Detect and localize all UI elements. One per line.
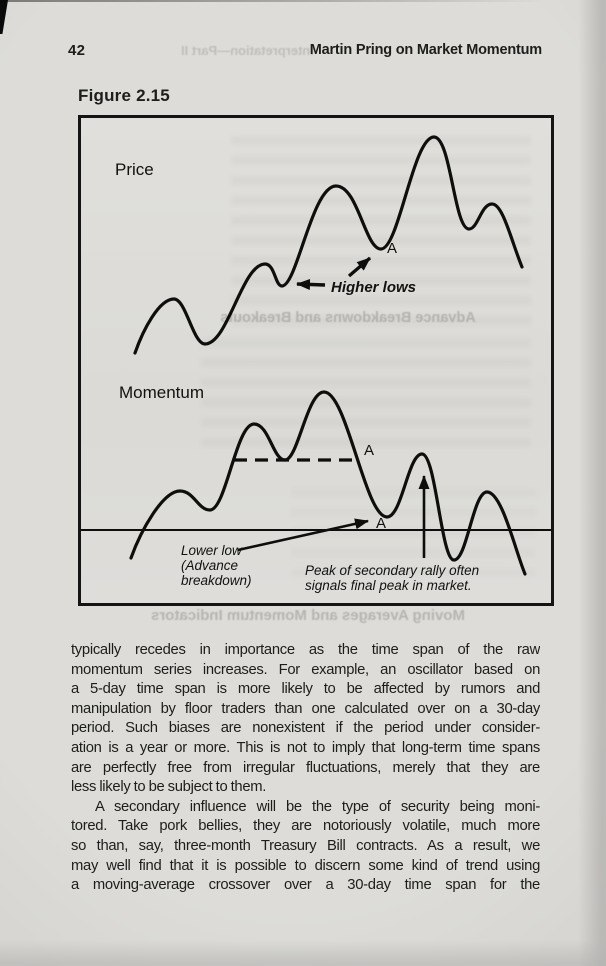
body-line: a 5-day time span is more likely to be affected by rumors and [71, 681, 540, 698]
ghost-heading-advance-breakdowns: Advance Breakdowns and Breakouts [220, 310, 476, 326]
body-line: may well find that it is possible to discern some kind of trend using [71, 857, 540, 874]
body-line: manipulation by floor traders than one calculated over on a 30-day [71, 700, 540, 717]
lower-low-label-line3: breakdown) [181, 573, 252, 588]
body-line: so than, say, three-month Treasury Bill contracts. As a result, we [71, 837, 540, 854]
body-line: ation is a year or more. This is not to imply that long-term time spans [71, 739, 540, 756]
scan-corner-mark [0, 0, 8, 34]
price-label: Price [115, 160, 154, 179]
peak-note-line1: Peak of secondary rally often [305, 563, 480, 578]
point-a-momentum-lower: A [376, 515, 387, 532]
lower-low-arrow [238, 521, 368, 550]
point-a-momentum-upper: A [364, 442, 375, 459]
body-line: a moving-average crossover over a 30-day time span for the [71, 877, 540, 894]
higher-lows-arrow [297, 284, 325, 285]
figure-chart [81, 118, 551, 603]
body-line: typically recedes in importance as the time span of the raw [71, 642, 540, 658]
momentum-label: Momentum [119, 383, 205, 402]
higher-lows-label: Higher lows [331, 279, 417, 296]
body-line: less likely to be subject to them. [71, 779, 267, 796]
point-a-price-arrow [349, 258, 370, 276]
body-line: A secondary influence will be the type of security being moni- [95, 798, 540, 815]
scan-bottom-shadow [0, 940, 606, 966]
body-line: tored. Take pork bellies, they are notoriously volatile, much more [71, 818, 540, 835]
lower-low-label-line1: Lower low [181, 543, 242, 558]
ghost-chapter-title: Interpretation—Part II [181, 43, 314, 58]
scan-right-shadow [578, 0, 606, 966]
body-text [71, 641, 540, 896]
body-line: are perfectly free from irregular fluctuations, merely that they are [71, 759, 540, 776]
body-line: period. Such biases are nonexistent if the period under consider- [71, 720, 540, 737]
lower-low-label-line2: (Advance [181, 558, 239, 573]
running-title: Martin Pring on Market Momentum [309, 42, 542, 58]
peak-note-line2: signals final peak in market. [305, 578, 472, 593]
scan-top-edge [0, 0, 606, 2]
body-line: momentum series increases. For example, an oscillator based on [71, 661, 540, 678]
ghost-heading-moving-averages: Moving Averages and Momentum Indicators [151, 607, 465, 624]
page-header [68, 42, 542, 60]
point-a-price: A [387, 240, 398, 257]
figure-caption: Figure 2.15 [78, 86, 170, 105]
price-curve [135, 137, 522, 353]
page-number: 42 [68, 42, 86, 59]
figure-2-15 [78, 115, 554, 606]
